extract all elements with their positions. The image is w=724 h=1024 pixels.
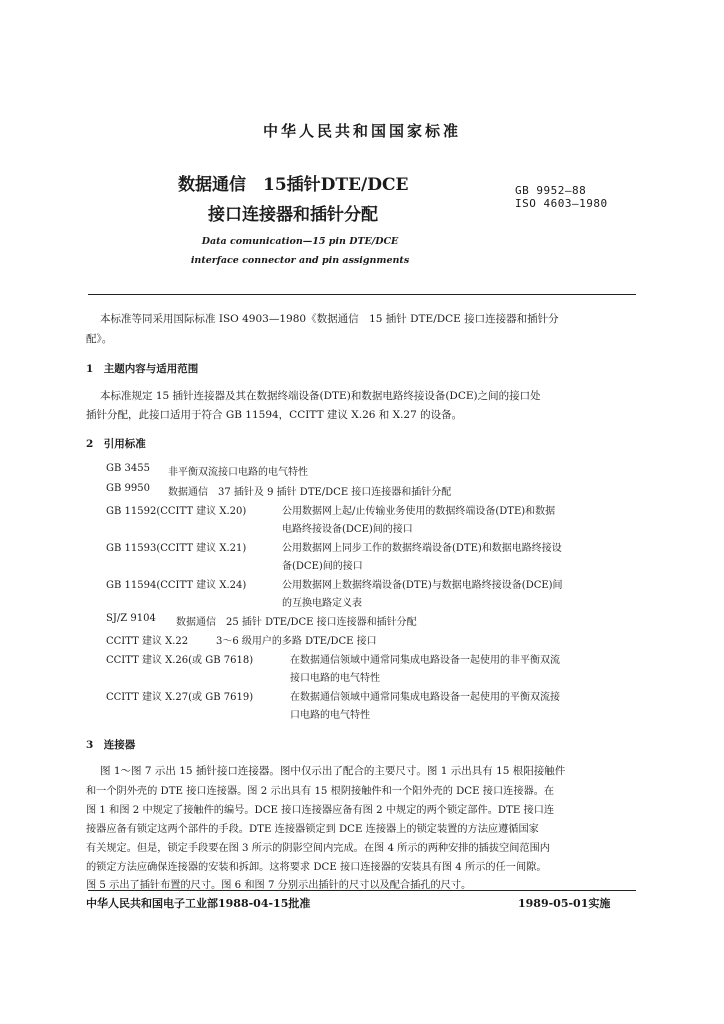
- english-title-line-2: interface connector and pin assignments: [190, 255, 410, 266]
- intro-line-1: 本标准等同采用国际标准 ISO 4903—1980《数据通信 15 插针 DTE/DCE 接口连接器和插针分: [100, 313, 559, 325]
- ref-desc: 数据通信 25 插针 DTE/DCE 接口连接器和插针分配: [176, 617, 417, 628]
- ref-desc-cont: 的互换电路定义表: [282, 598, 362, 609]
- ref-code: CCITT 建议 X.22: [106, 636, 189, 647]
- standard-header: 中华人民共和国国家标准: [262, 122, 461, 140]
- english-title-line-1: Data comunication—15 pin DTE/DCE: [201, 236, 399, 247]
- section-2-heading: 2 引用标准: [86, 438, 146, 450]
- section-3-line: 和一个阴外壳的 DTE 接口连接器。图 2 示出具有 15 根阴接触件和一个阳外壳的 DCE 接口连接器。在: [86, 786, 555, 797]
- gb-code: GB 9952—88: [515, 184, 587, 197]
- section-1-line-2: 插针分配，此接口适用于符合 GB 11594，CCITT 建议 X.26 和 X.27 的设备。: [86, 409, 463, 421]
- ref-code: CCITT 建议 X.27(或 GB 7619): [106, 692, 254, 703]
- title-line-1: 数据通信 15插针DTE/DCE: [178, 175, 409, 195]
- section-1-heading: 1 主题内容与适用范围: [86, 363, 199, 375]
- section-3-line: 接器应备有锁定这两个部件的手段。DTE 连接器锁定到 DCE 连接器上的锁定装置的方法应遵循国家: [86, 824, 539, 835]
- effective-date: 1989-05-01实施: [518, 897, 611, 910]
- ref-desc-cont: 备(DCE)间的接口: [282, 561, 363, 572]
- ref-code: GB 11593(CCITT 建议 X.21): [106, 543, 247, 554]
- ref-desc: 在数据通信领域中通常同集成电路设备一起使用的平衡双流接: [290, 692, 560, 703]
- approval-date: 中华人民共和国电子工业部1988-04-15批准: [86, 897, 311, 910]
- section-3-line: 的锁定方法应确保连接器的安装和拆卸。这将要求 DCE 接口连接器的安装具有图 4 所示的任一间隙。: [86, 862, 547, 873]
- header-rule: [88, 294, 636, 295]
- ref-code: GB 11594(CCITT 建议 X.24): [106, 580, 247, 591]
- section-3-line: 图 5 示出了插针布置的尺寸。图 6 和图 7 分别示出插针的尺寸以及配合插孔的尺寸。: [86, 880, 472, 891]
- ref-code: GB 3455: [106, 463, 150, 474]
- ref-code: GB 11592(CCITT 建议 X.20): [106, 506, 247, 517]
- ref-desc-cont: 接口电路的电气特性: [290, 673, 380, 684]
- title-line-2: 接口连接器和插针分配: [208, 205, 378, 225]
- section-3-line: 图 1～图 7 示出 15 插针接口连接器。图中仅示出了配合的主要尺寸。图 1 示出具有 15 根阳接触件: [100, 765, 566, 777]
- intro-line-2: 配》。: [86, 333, 113, 345]
- section-3-line: 图 1 和图 2 中规定了接触件的编号。DCE 接口连接器应备有图 2 中规定的两个锁定部件。DTE 接口连: [86, 805, 555, 816]
- section-1-line-1: 本标准规定 15 插针连接器及其在数据终端设备(DTE)和数据电路终接设备(DCE)之间的接口处: [100, 390, 541, 402]
- ref-desc: 公用数据网上同步工作的数据终端设备(DTE)和数据电路终接设: [282, 543, 562, 554]
- ref-desc: 在数据通信领域中通常同集成电路设备一起使用的非平衡双流: [290, 655, 560, 666]
- ref-desc: 公用数据网上数据终端设备(DTE)与数据电路终接设备(DCE)间: [282, 580, 563, 591]
- ref-desc-cont: 电路终接设备(DCE)间的接口: [282, 524, 413, 535]
- section-3-line: 有关规定。但是，锁定手段要在图 3 所示的阴影空间内完成。在图 4 所示的两种安排的插拔空间范围内: [86, 843, 550, 854]
- ref-code: CCITT 建议 X.26(或 GB 7618): [106, 655, 254, 666]
- ref-code: SJ/Z 9104: [106, 613, 156, 624]
- ref-desc: 非平衡双流接口电路的电气特性: [168, 467, 308, 478]
- ref-desc: 数据通信 37 插针及 9 插针 DTE/DCE 接口连接器和插针分配: [168, 487, 452, 498]
- ref-desc: 3～6 级用户的多路 DTE/DCE 接口: [216, 636, 377, 647]
- footer-rule: [88, 890, 636, 891]
- section-3-heading: 3 连接器: [86, 739, 136, 751]
- ref-code: GB 9950: [106, 483, 150, 494]
- iso-code: ISO 4603—1980: [515, 197, 608, 210]
- ref-desc: 公用数据网上起/止传输业务使用的数据终端设备(DTE)和数据: [282, 506, 556, 517]
- ref-desc-cont: 口电路的电气特性: [290, 710, 370, 721]
